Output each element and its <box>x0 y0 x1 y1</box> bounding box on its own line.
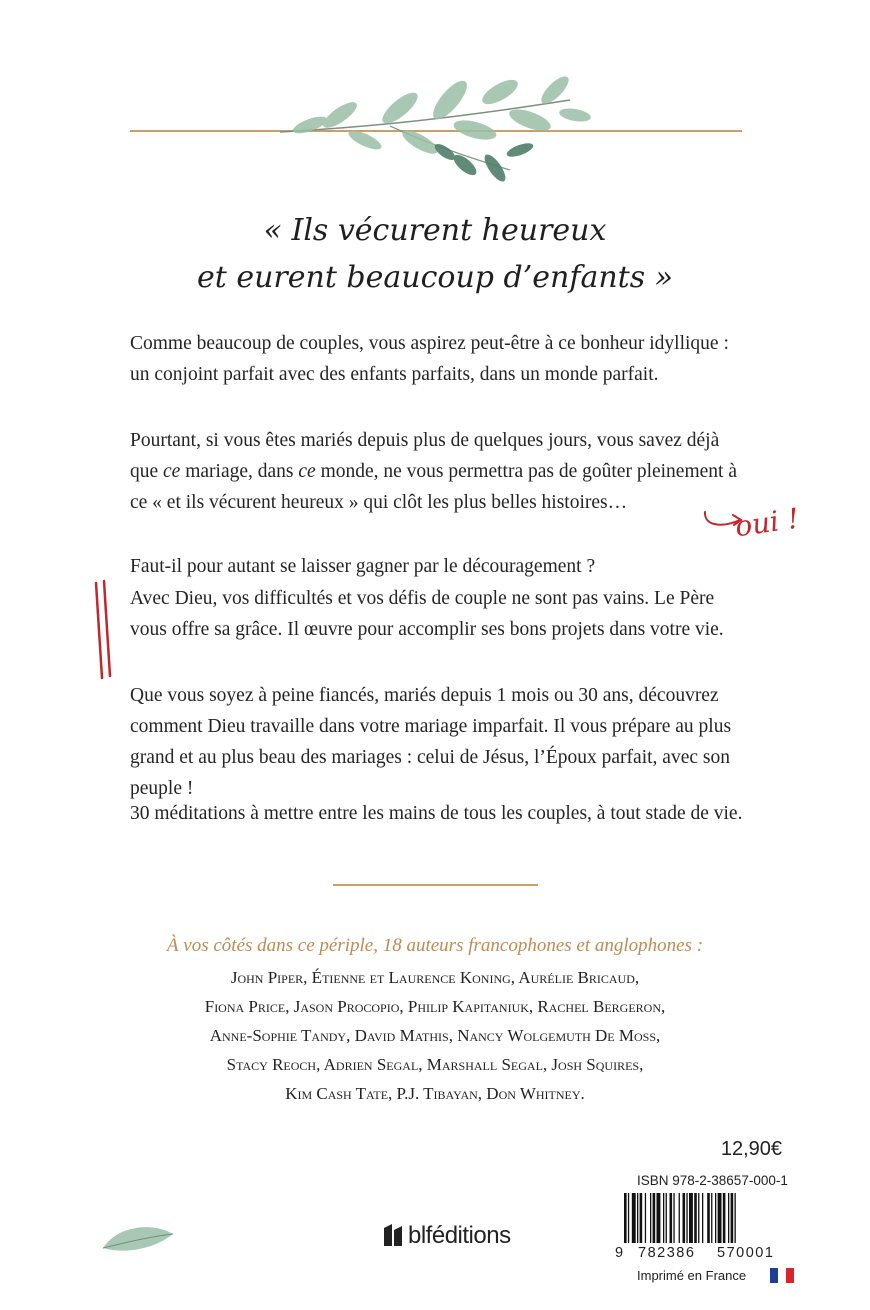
isbn: ISBN 978-2-38657-000-1 <box>637 1173 788 1188</box>
authors-line-5: Kim Cash Tate, P.J. Tibayan, Don Whitney. <box>285 1084 585 1103</box>
french-flag-icon <box>770 1268 794 1283</box>
paragraph-5: Que vous soyez à peine fiancés, mariés depuis 1 mois ou 30 ans, découvrez comment Dieu travaille dans votre mariage imparfait. Il vous prépare au plus grand et au plus beau des mariages : celui de Jésus, l’Époux parfait, avec son peuple ! <box>130 685 732 799</box>
paragraph-6: 30 méditations à mettre entre les mains de tous les couples, à tout stade de vie. <box>130 803 743 824</box>
handwritten-oui: oui ! <box>733 501 801 544</box>
publisher-name: blféditions <box>408 1222 511 1249</box>
middle-divider-line <box>333 884 538 886</box>
quote-line-2: et eurent beaucoup d’enfants » <box>197 260 673 295</box>
publisher-logo-icon <box>382 1222 406 1248</box>
paragraph-3: Faut-il pour autant se laisser gagner par le découragement ? <box>130 556 596 577</box>
price: 12,90€ <box>720 1138 782 1160</box>
barcode-digits-right: 570001 <box>717 1245 775 1261</box>
authors-line-3: Anne-Sophie Tandy, David Mathis, Nancy Wolgemuth De Moss, <box>209 1026 661 1045</box>
single-leaf-icon <box>98 1220 178 1260</box>
paragraph-2-text-c: monde, ne vous permettra pas de goûter pleinement à ce « et ils vécurent heureux » qui clôt les plus belles histoires… <box>130 461 737 513</box>
printed-in-france: Imprimé en France <box>637 1268 747 1283</box>
paragraph-2-text-b: mariage, dans <box>180 461 299 482</box>
paragraph-2 <box>130 425 750 518</box>
authors-line-1: John Piper, Étienne et Laurence Koning, Aurélie Bricaud, <box>230 968 640 987</box>
authors-heading: À vos côtés dans ce périple, 18 auteurs francophones et anglophones : <box>166 935 704 956</box>
leaf-garland-icon <box>270 70 600 185</box>
paragraph-1: Comme beaucoup de couples, vous aspirez peut-être à ce bonheur idyllique : un conjoint parfait avec des enfants parfaits, dans un monde parfait. <box>130 333 729 385</box>
paragraph-2-emphasis-1: ce <box>163 461 181 482</box>
barcode-icon <box>624 1193 784 1243</box>
barcode-digit-prefix: 9 <box>615 1245 624 1261</box>
margin-mark-icon <box>88 578 118 683</box>
authors-line-4: Stacy Reoch, Adrien Segal, Marshall Segal, Josh Squires, <box>226 1055 644 1074</box>
barcode-digits-left: 782386 <box>638 1245 696 1261</box>
paragraph-4: Avec Dieu, vos difficultés et vos défis de couple ne sont pas vains. Le Père vous offre sa grâce. Il œuvre pour accomplir ses bons projets dans votre vie. <box>130 588 724 640</box>
quote-line-1: « Ils vécurent heureux <box>263 213 607 248</box>
authors-line-2: Fiona Price, Jason Procopio, Philip Kapitaniuk, Rachel Bergeron, <box>204 997 666 1016</box>
paragraph-2-text-a: Pourtant, si vous êtes mariés depuis plus de quelques jours, vous savez déjà que <box>130 430 720 482</box>
paragraph-2-emphasis-2: ce <box>298 461 316 482</box>
